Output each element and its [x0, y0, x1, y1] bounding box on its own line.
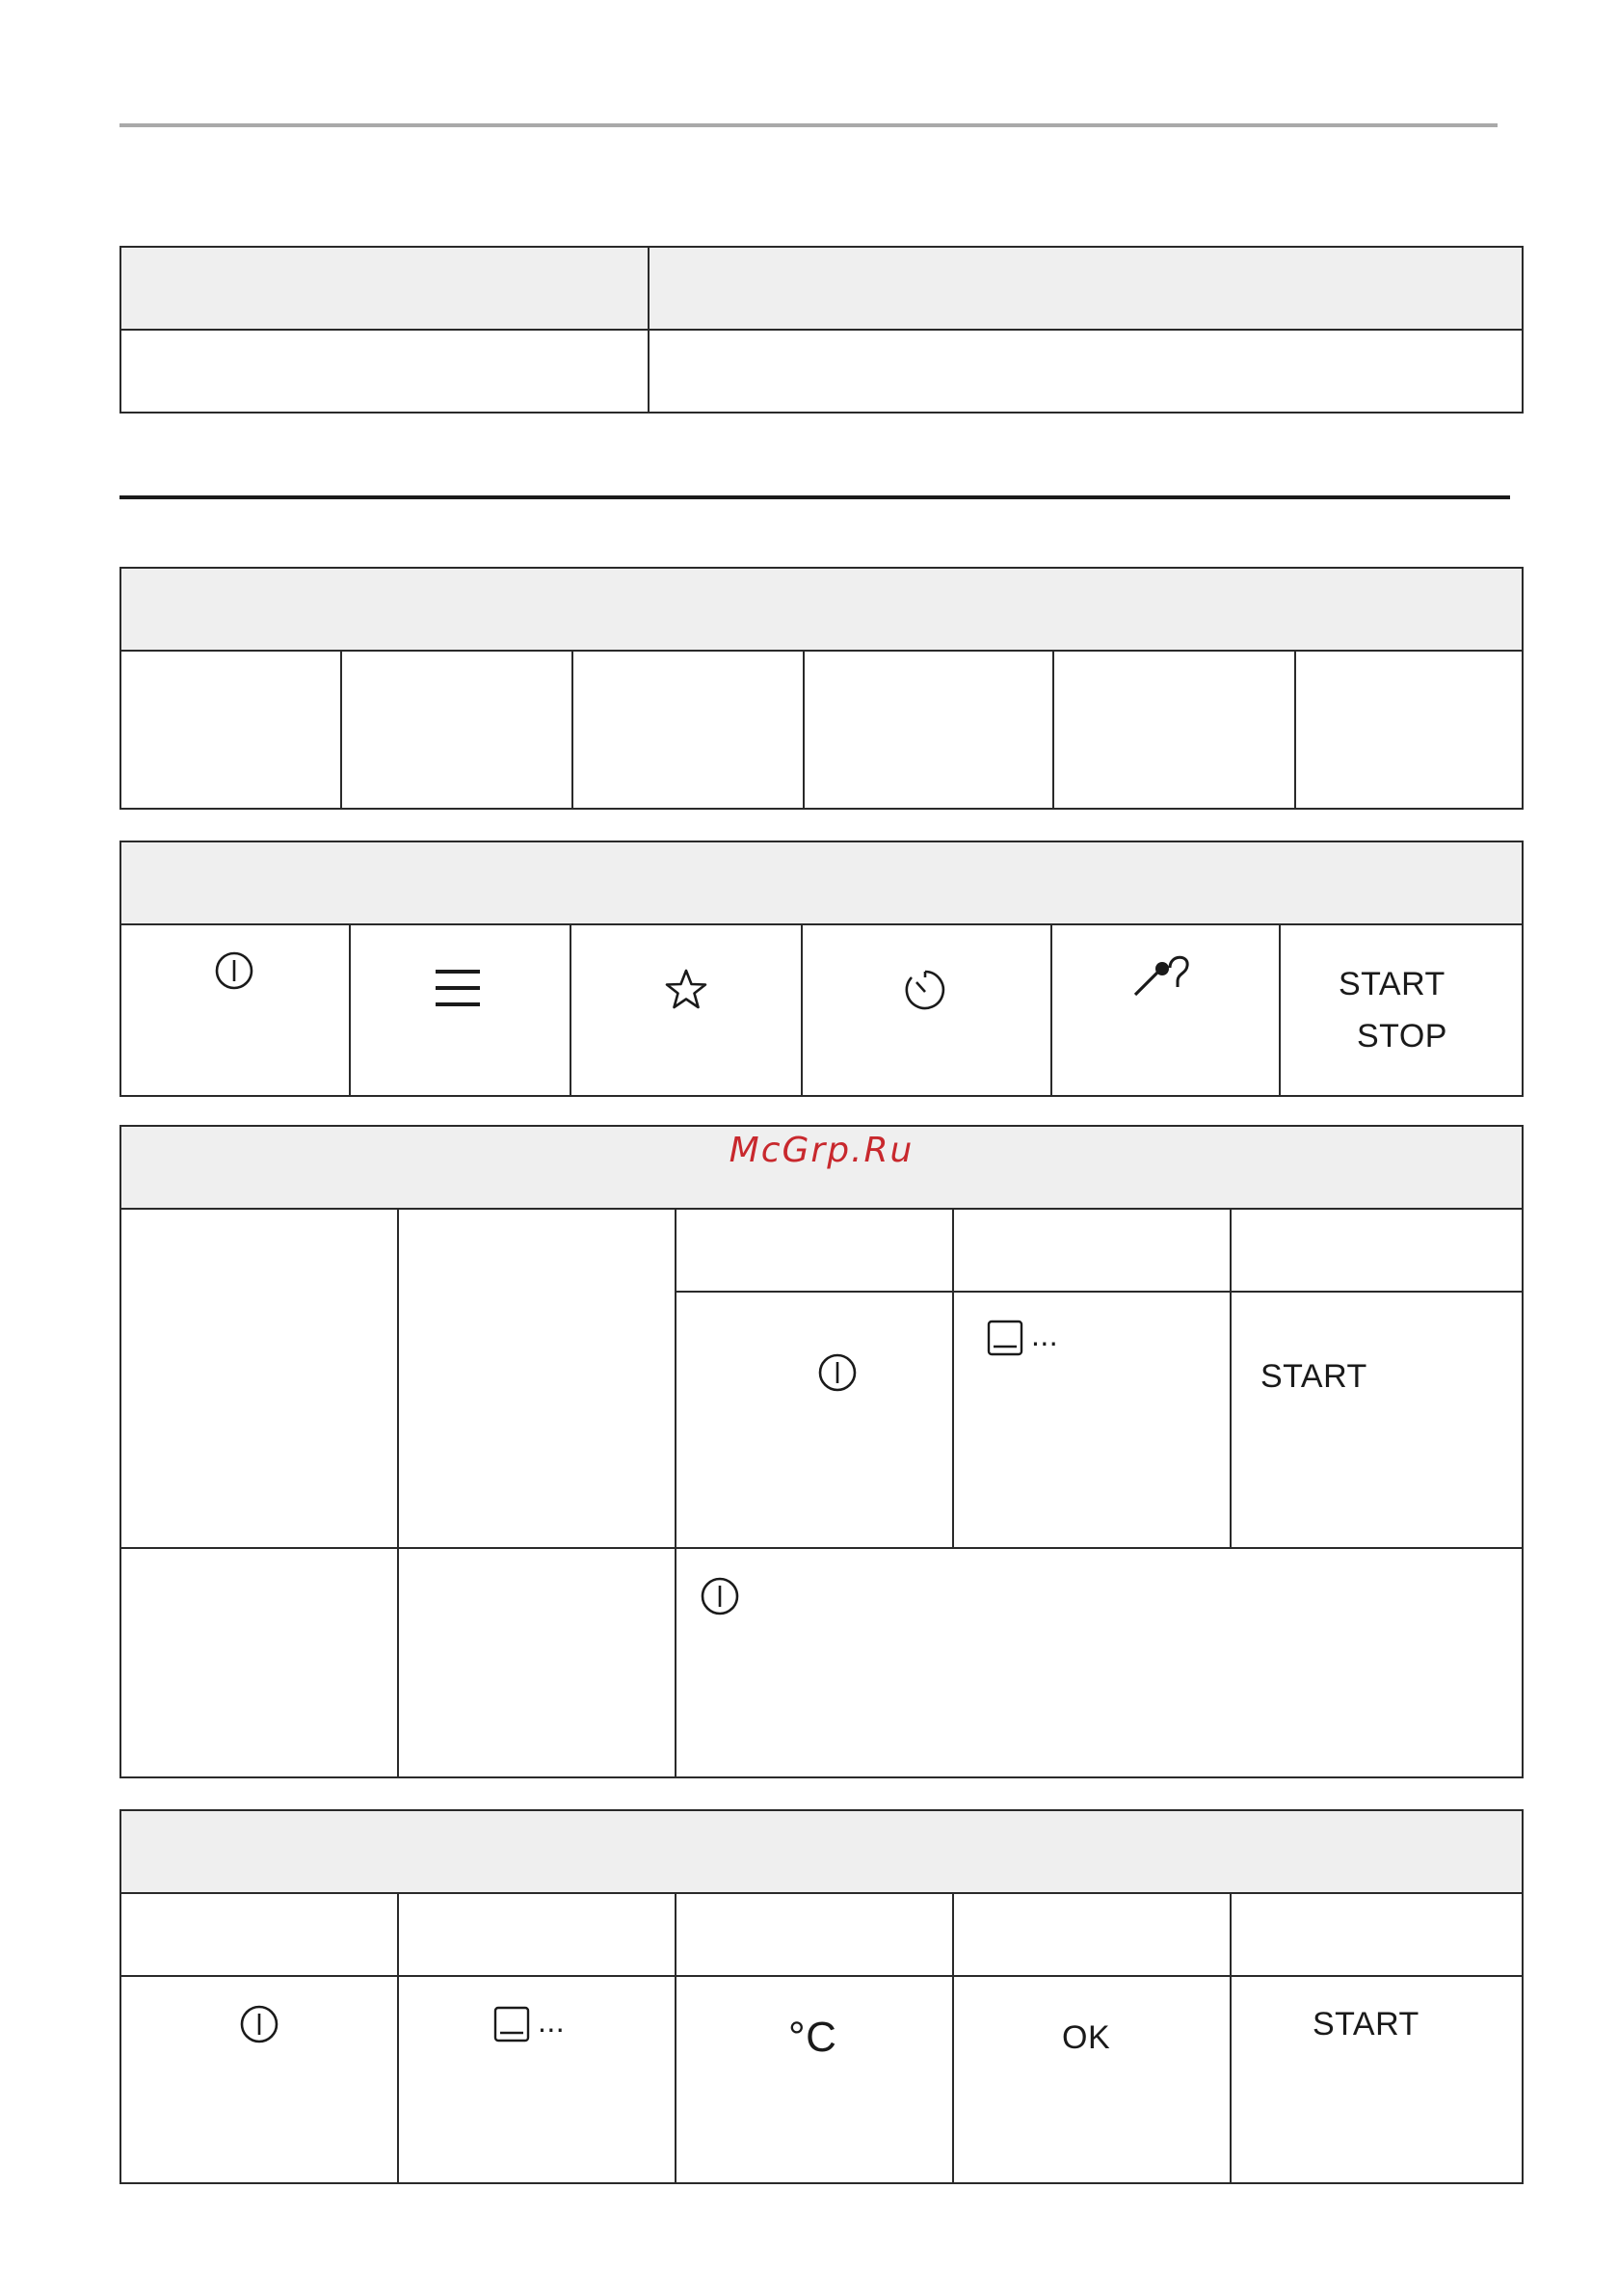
section-rule: [119, 495, 1510, 499]
power-icon[interactable]: [239, 2004, 279, 2044]
power-icon[interactable]: [214, 950, 254, 991]
table-steps: [119, 1125, 1524, 1778]
table-cell: [802, 924, 1051, 1096]
power-icon[interactable]: [700, 1576, 740, 1616]
header-rule: [119, 123, 1498, 127]
table-cell: [676, 1209, 953, 1292]
power-icon[interactable]: [817, 1352, 858, 1393]
table-cell: [341, 651, 572, 809]
favourite-star-icon[interactable]: [664, 968, 708, 1010]
table-cell: [120, 1209, 398, 1548]
table-cell: [398, 1209, 676, 1548]
table-cell: [398, 1893, 676, 1976]
table-cell: [398, 1976, 676, 2183]
table-setting: [119, 1809, 1524, 2184]
table-cell: [676, 1548, 1523, 1777]
table-cell: [1231, 1292, 1523, 1548]
table-cell: [1280, 924, 1523, 1096]
table-cell: [1053, 651, 1295, 809]
temperature-icon[interactable]: °C: [788, 2014, 837, 2061]
table-cell: [953, 1209, 1231, 1292]
table-cell: [676, 1893, 953, 1976]
table-cell: [398, 1548, 676, 1777]
table-cell: [1295, 651, 1523, 809]
table-header-cell: [120, 247, 649, 330]
table-cell: [1051, 924, 1280, 1096]
oven-function-icon[interactable]: [493, 2006, 530, 2042]
menu-icon[interactable]: [434, 968, 482, 1008]
table-cell: [649, 330, 1523, 413]
table-cell: [953, 1292, 1231, 1548]
table-cell: [676, 1292, 953, 1548]
table-cell: [1231, 1976, 1523, 2183]
table-cell: [572, 651, 804, 809]
table-control-panel: [119, 841, 1524, 1097]
function-ellipsis: ...: [538, 2004, 566, 2039]
table-cell: [953, 1893, 1231, 1976]
table-cell: [350, 924, 570, 1096]
table-header-cell: [649, 247, 1523, 330]
table-cell: [120, 1976, 398, 2183]
ok-label[interactable]: OK: [1062, 2019, 1111, 2056]
start-label[interactable]: START: [1313, 2006, 1419, 2042]
table-cell: [1231, 1893, 1523, 1976]
table-cell: [120, 1548, 398, 1777]
table-cell: [120, 651, 341, 809]
timer-icon[interactable]: [903, 966, 947, 1012]
table-header-cell: [120, 568, 1523, 651]
function-ellipsis: ...: [1031, 1318, 1059, 1352]
table-cell: [120, 924, 350, 1096]
table-display: [119, 567, 1524, 810]
table-cell: [1231, 1209, 1523, 1292]
stop-label[interactable]: STOP: [1357, 1018, 1447, 1055]
table-header-cell: [120, 1126, 1523, 1209]
table-cell: [676, 1976, 953, 2183]
table-cell: [953, 1976, 1231, 2183]
food-probe-icon[interactable]: [1131, 948, 1191, 999]
table-cell: [120, 330, 649, 413]
table-header-cell: [120, 841, 1523, 924]
table-header-cell: [120, 1810, 1523, 1893]
watermark-text: McGrp.Ru: [729, 1131, 915, 1170]
table-general: [119, 246, 1524, 414]
table-cell: [120, 1893, 398, 1976]
oven-function-icon[interactable]: [987, 1320, 1023, 1356]
table-cell: [570, 924, 802, 1096]
start-label[interactable]: START: [1339, 966, 1446, 1002]
start-label[interactable]: START: [1260, 1358, 1367, 1395]
table-cell: [804, 651, 1053, 809]
